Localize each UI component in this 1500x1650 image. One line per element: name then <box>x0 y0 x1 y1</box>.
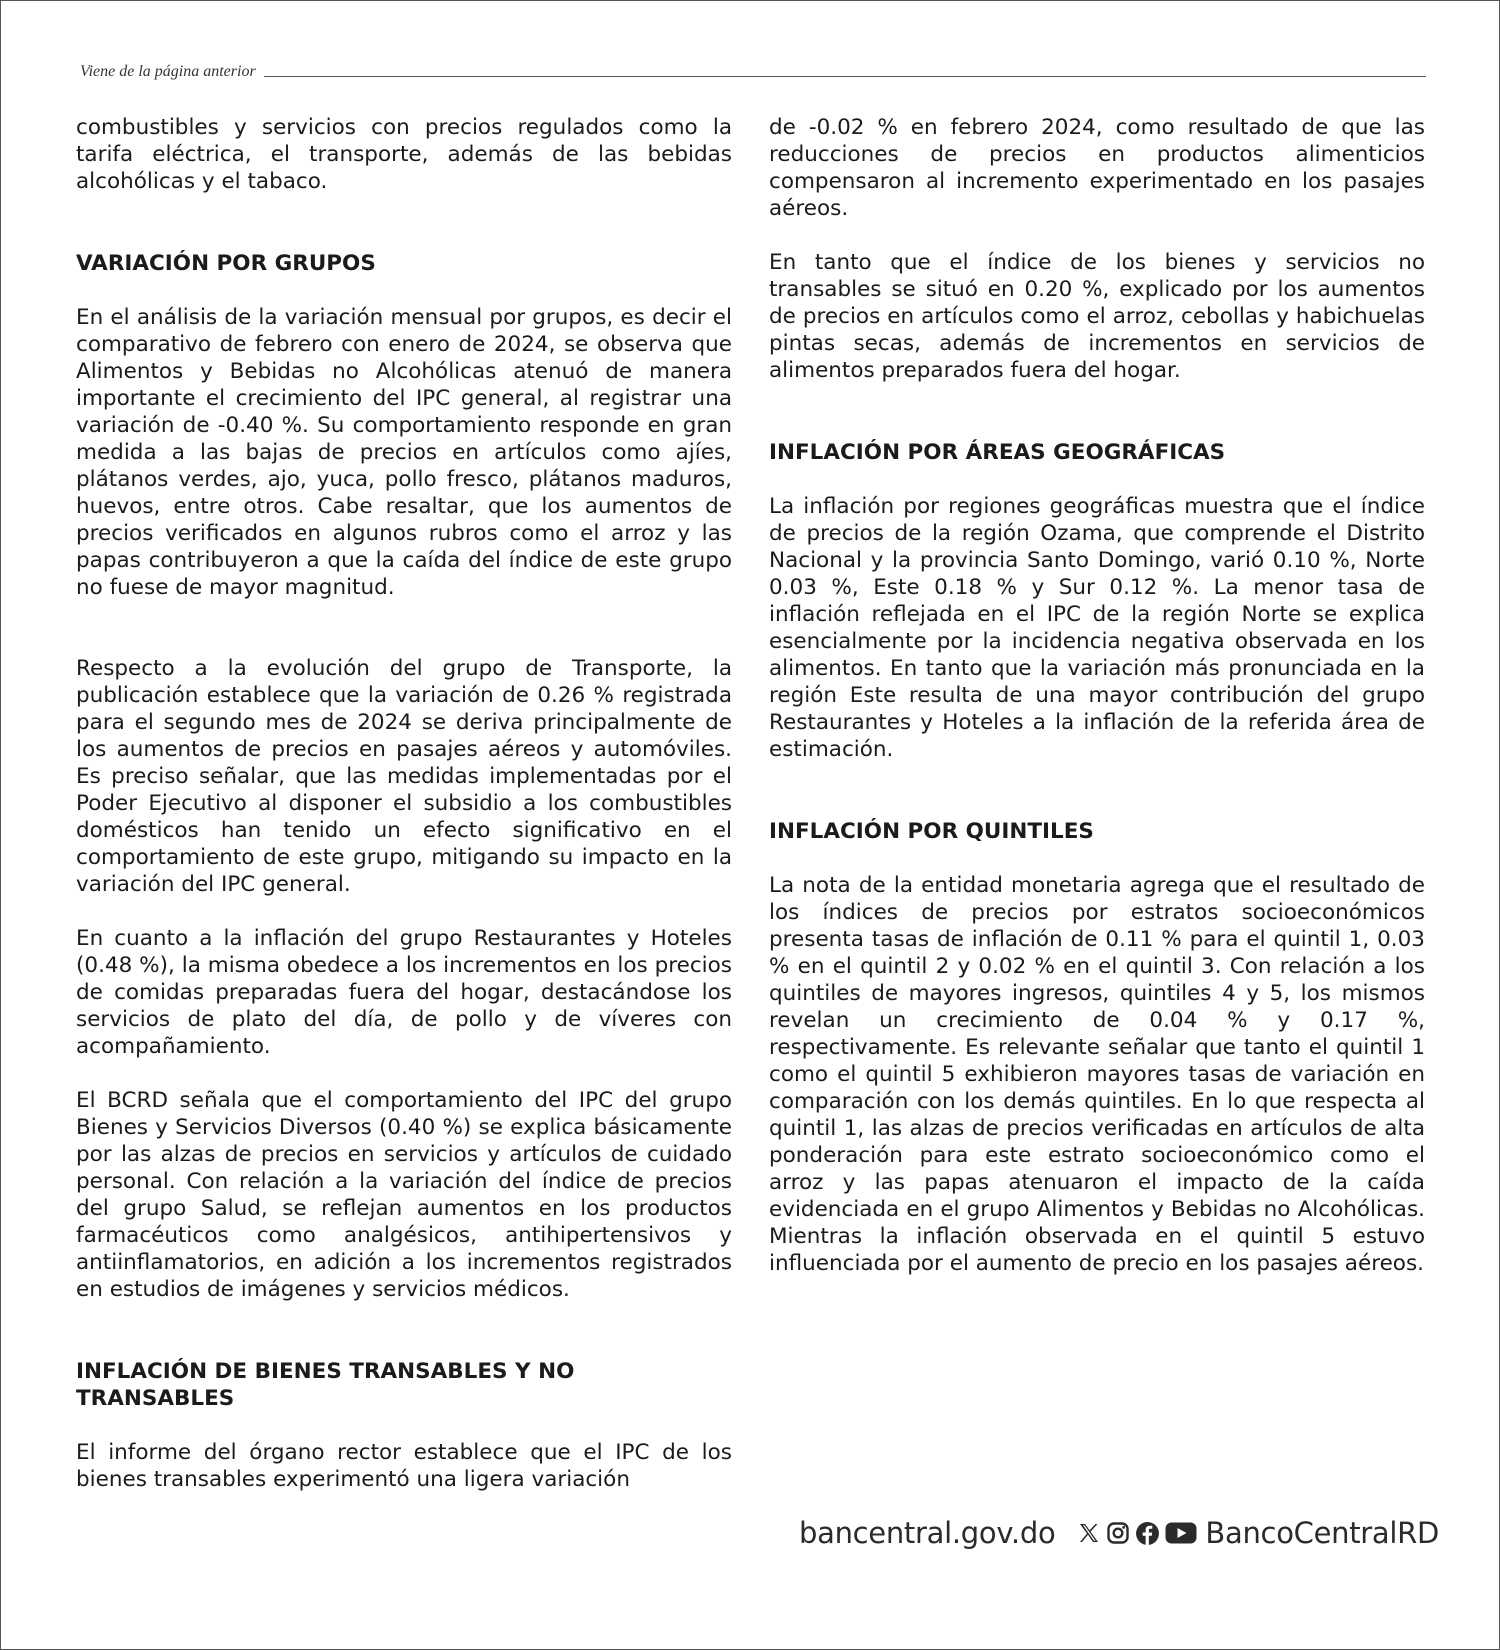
right-column <box>769 114 1425 1277</box>
paragraph: En el análisis de la variación mensual por grupos, es decir el comparativo de febrero con enero de 2024, se observa que Alimentos y Bebidas no Alcohólicas atenuó de manera importante el crecimiento del IPC general, al registrar una variación de -0.40 %. Su comportamiento responde en gran medida a las bajas de precios en artículos como ajíes, plátanos verdes, ajo, yuca, pollo fresco, plátanos maduros, huevos, entre otros. Cabe resaltar, que los aumentos de precios verificados en algunos rubros como el arroz y las papas contribuyeron a que la caída del índice de este grupo no fuese de mayor magnitud. <box>76 305 732 600</box>
paragraph: combustibles y servicios con precios regulados como la tarifa eléctrica, el transporte, además de las bebidas alcohólicas y el tabaco. <box>76 115 732 194</box>
section-heading-variacion-grupos: VARIACIÓN POR GRUPOS <box>76 251 376 276</box>
paragraph: Respecto a la evolución del grupo de Transporte, la publicación establece que la variación de 0.26 % registrada para el segundo mes de 2024 se deriva principalmente de los aumentos de precios en pasajes aéreos y automóviles. Es preciso señalar, que las medidas implementadas por el Poder Ejecutivo al disponer el subsidio a los combustibles domésticos han tenido un efecto significativo en el comportamiento de este grupo, mitigando su impacto en la variación del IPC general. <box>76 656 732 897</box>
instagram-icon[interactable] <box>1106 1521 1130 1545</box>
continued-label: Viene de la página anterior <box>80 63 256 80</box>
section-heading-quintiles: INFLACIÓN POR QUINTILES <box>769 819 1094 844</box>
footer-brand <box>799 1508 1440 1558</box>
paragraph: La nota de la entidad monetaria agrega que el resultado de los índices de precios por estratos socioeconómicos presenta tasas de inflación de 0.11 % para el quintil 1, 0.03 % en el quintil 2 y 0.02 % en el quintil 3. Con relación a los quintiles de mayores ingresos, quintiles 4 y 5, los mismos revelan un crecimiento de 0.04 % y 0.17 %, respectivamente. Es relevante señalar que tanto el quintil 1 como el quintil 5 exhibieron mayores tasas de variación en comparación con los demás quintiles. En lo que respecta al quintil 1, las alzas de precios verificadas en artículos de alta ponderación para este estrato socioeconómico como el arroz y las papas atenuaron el impacto de la caída evidenciada en el grupo Alimentos y Bebidas no Alcohólicas. Mientras la inflación observada en el quintil 5 estuvo influenciada por el aumento de precio en los pasajes aéreos. <box>769 873 1425 1276</box>
paragraph: de -0.02 % en febrero 2024, como resultado de que las reducciones de precios en productos alimenticios compensaron al incremento experimentado en los pasajes aéreos. <box>769 115 1425 221</box>
x-icon[interactable] <box>1077 1521 1101 1545</box>
paragraph: En cuanto a la inflación del grupo Restaurantes y Hoteles (0.48 %), la misma obedece a los incrementos en los precios de comidas preparadas fuera del hogar, destacándose los servicios de plato del día, de pollo y de víveres con acompañamiento. <box>76 926 732 1059</box>
youtube-icon[interactable] <box>1165 1521 1197 1545</box>
paragraph: En tanto que el índice de los bienes y servicios no transables se situó en 0.20 %, explicado por los aumentos de precios en artículos como el arroz, cebollas y habichuelas pintas secas, además de incrementos en servicios de alimentos preparados fuera del hogar. <box>769 250 1425 383</box>
website-link[interactable]: bancentral.gov.do <box>799 1516 1056 1550</box>
header-rule <box>264 76 1426 77</box>
facebook-icon[interactable] <box>1135 1521 1160 1546</box>
section-heading-bienes-transables: INFLACIÓN DE BIENES TRANSABLES Y NO TRANSABLES <box>76 1359 575 1411</box>
social-handle[interactable]: BancoCentralRD <box>1205 1516 1440 1550</box>
paragraph: El BCRD señala que el comportamiento del IPC del grupo Bienes y Servicios Diversos (0.40 %) se explica básicamente por las alzas de precios en servicios y artículos de cuidado personal. Con relación a la variación del índice de precios del grupo Salud, se reflejan aumentos en los productos farmacéuticos como analgésicos, antihipertensivos y antiinflamatorios, en adición a los incrementos registrados en estudios de imágenes y servicios médicos. <box>76 1088 732 1302</box>
left-column <box>76 114 732 1493</box>
paragraph: La inflación por regiones geográficas muestra que el índice de precios de la región Ozama, que comprende el Distrito Nacional y la provincia Santo Domingo, varió 0.10 %, Norte 0.03 %, Este 0.18 % y Sur 0.12 %. La menor tasa de inflación reflejada en el IPC de la región Norte se explica esencialmente por la incidencia negativa observada en los alimentos. En tanto que la variación más pronunciada en la región Este resulta de una mayor contribución del grupo Restaurantes y Hoteles a la inflación de la referida área de estimación. <box>769 494 1425 762</box>
paragraph: El informe del órgano rector establece que el IPC de los bienes transables experimentó una ligera variación <box>76 1440 732 1492</box>
continued-header <box>80 63 1426 81</box>
section-heading-areas-geograficas: INFLACIÓN POR ÁREAS GEOGRÁFICAS <box>769 440 1226 465</box>
